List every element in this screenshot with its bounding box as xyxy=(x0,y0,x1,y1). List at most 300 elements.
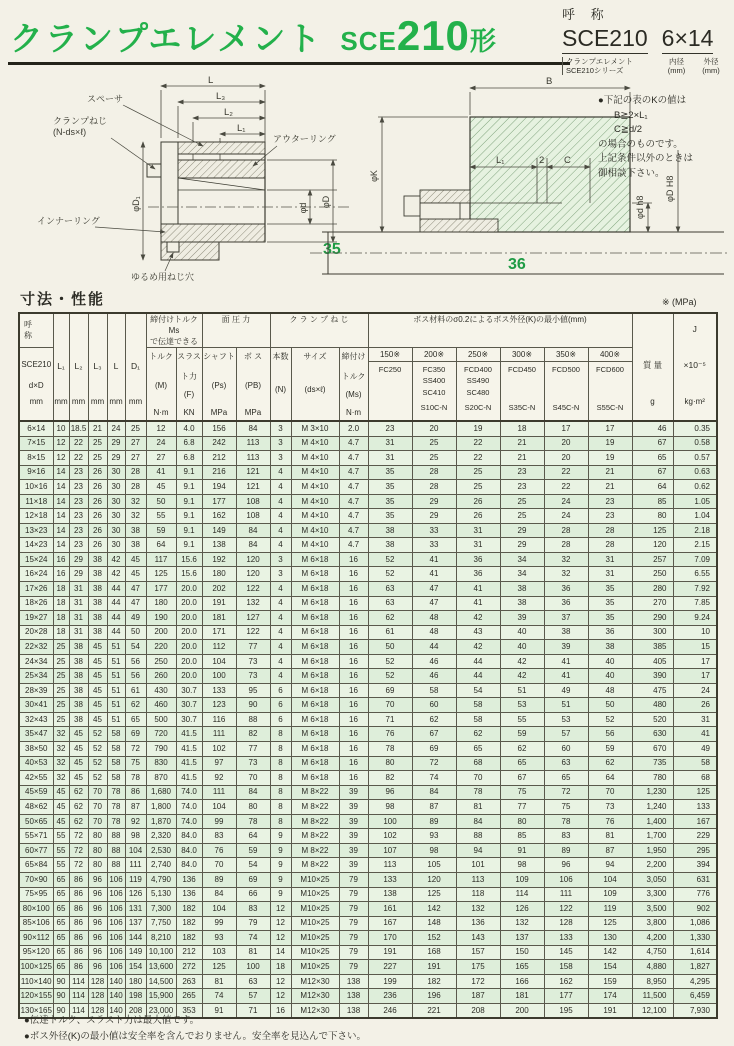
cell: 16 xyxy=(339,756,368,771)
header-thrust: スラス ト力 (F) KN xyxy=(176,348,202,422)
spec-table xyxy=(18,312,718,1019)
cell: 62 xyxy=(500,742,544,757)
cell: 236 xyxy=(368,989,412,1004)
header-screw-count: 本数 (N) xyxy=(270,348,291,422)
cell: 4 xyxy=(270,538,291,553)
cell: 152 xyxy=(412,931,456,946)
cell: 84.0 xyxy=(176,829,202,844)
cell: 149 xyxy=(202,523,236,538)
cell: 430 xyxy=(146,683,176,698)
table-row xyxy=(19,785,717,800)
cell: 6 xyxy=(270,712,291,727)
cell: 62 xyxy=(456,727,500,742)
cell: 32 xyxy=(53,756,69,771)
cell: 4 xyxy=(270,596,291,611)
cell: 106 xyxy=(107,931,125,946)
cell: 39 xyxy=(339,829,368,844)
cell: 9.1 xyxy=(176,523,202,538)
cell: 87 xyxy=(412,800,456,815)
cell: 67 xyxy=(632,465,673,480)
cell: 55 xyxy=(146,509,176,524)
cell: 9 xyxy=(270,872,291,887)
cell: 73 xyxy=(236,756,270,771)
cell: 42 xyxy=(107,552,125,567)
cell: 29 xyxy=(69,552,88,567)
cell: 12 xyxy=(270,931,291,946)
cell: 67 xyxy=(412,727,456,742)
cell: 38 xyxy=(544,625,588,640)
cell: 80 xyxy=(88,843,107,858)
cell: M10×25 xyxy=(291,872,339,887)
header-D1: D₁ mm xyxy=(125,313,146,421)
cell: 14 xyxy=(53,523,69,538)
row-size: 7×15 xyxy=(19,436,53,451)
cell: 32 xyxy=(53,771,69,786)
cell: 75 xyxy=(125,756,146,771)
cell: 97 xyxy=(202,756,236,771)
cell: 70 xyxy=(368,698,412,713)
cell: 30.7 xyxy=(176,698,202,713)
header-pressure-group: 面 圧 力 xyxy=(202,313,270,348)
cell: 23 xyxy=(368,421,412,436)
cell: 46 xyxy=(632,421,673,436)
footnotes xyxy=(24,1013,366,1044)
cell: 70 xyxy=(88,800,107,815)
row-size: 22×32 xyxy=(19,640,53,655)
cell: 20 xyxy=(544,436,588,451)
cell: 56 xyxy=(125,654,146,669)
cell: 25 xyxy=(456,480,500,495)
cell: 82 xyxy=(368,771,412,786)
cell: 145 xyxy=(544,945,588,960)
cell: 902 xyxy=(673,902,717,917)
cell: 36 xyxy=(588,625,632,640)
cell: 23 xyxy=(69,538,88,553)
cell: 13,600 xyxy=(146,960,176,975)
cell: 24 xyxy=(544,494,588,509)
cell: 191 xyxy=(368,945,412,960)
cell: M 4×10 xyxy=(291,523,339,538)
cell: 16 xyxy=(53,552,69,567)
cell: 117 xyxy=(146,552,176,567)
cell: 15.6 xyxy=(176,552,202,567)
cell: 133 xyxy=(368,872,412,887)
cell: 74 xyxy=(202,989,236,1004)
cell: 36 xyxy=(456,552,500,567)
row-size: 38×50 xyxy=(19,742,53,757)
cell: 122 xyxy=(236,582,270,597)
cell: 78 xyxy=(236,814,270,829)
cell: 113 xyxy=(236,436,270,451)
cell: 79 xyxy=(339,916,368,931)
cell: 50 xyxy=(588,698,632,713)
table-row xyxy=(19,465,717,480)
cell: 90 xyxy=(53,1003,69,1018)
cell: 31 xyxy=(69,625,88,640)
cell: 88 xyxy=(107,858,125,873)
table-row xyxy=(19,814,717,829)
cell: 0.35 xyxy=(673,421,717,436)
cell: 144 xyxy=(125,931,146,946)
cell: 25 xyxy=(412,451,456,466)
cell: 35 xyxy=(368,494,412,509)
cell: 36 xyxy=(456,567,500,582)
cell: 195 xyxy=(544,1003,588,1018)
cell: 194 xyxy=(202,480,236,495)
cell: 4.7 xyxy=(339,509,368,524)
cell: 631 xyxy=(673,872,717,887)
cell: 44 xyxy=(107,611,125,626)
row-size: 30×41 xyxy=(19,698,53,713)
cell: 154 xyxy=(588,960,632,975)
cell: 72 xyxy=(69,843,88,858)
title-model-number: 210 xyxy=(396,12,470,59)
cell: 65 xyxy=(53,960,69,975)
cell: 21 xyxy=(588,480,632,495)
cell: 86 xyxy=(125,785,146,800)
cell: 9 xyxy=(270,887,291,902)
row-size: 40×53 xyxy=(19,756,53,771)
cell: 78 xyxy=(107,785,125,800)
header-screw-size: サイズ (ds×ℓ) xyxy=(291,348,339,422)
cell: 51 xyxy=(107,669,125,684)
row-size: 10×16 xyxy=(19,480,53,495)
cell: 112 xyxy=(202,640,236,655)
cell: 77 xyxy=(500,800,544,815)
cell: 114 xyxy=(500,887,544,902)
cell: 88 xyxy=(456,829,500,844)
cell: 65 xyxy=(544,771,588,786)
row-size: 35×47 xyxy=(19,727,53,742)
row-size: 18×26 xyxy=(19,596,53,611)
cell: 14 xyxy=(53,509,69,524)
table-row xyxy=(19,640,717,655)
cell: M10×25 xyxy=(291,945,339,960)
dim-L: L xyxy=(208,75,214,86)
cell: 35 xyxy=(368,465,412,480)
table-row xyxy=(19,742,717,757)
cell: 120 xyxy=(412,872,456,887)
cell: 246 xyxy=(368,1003,412,1018)
cell: 65 xyxy=(53,872,69,887)
cell: 84 xyxy=(236,538,270,553)
cell: 670 xyxy=(632,742,673,757)
cell: 11,500 xyxy=(632,989,673,1004)
cell: 70 xyxy=(202,858,236,873)
cell: 132 xyxy=(500,916,544,931)
cell: 27 xyxy=(125,436,146,451)
cell: 80 xyxy=(632,509,673,524)
cell: 191 xyxy=(412,960,456,975)
row-size: 15×24 xyxy=(19,552,53,567)
cell: 187 xyxy=(456,989,500,1004)
cell: 132 xyxy=(236,596,270,611)
cell: 119 xyxy=(125,872,146,887)
cell: 45 xyxy=(88,698,107,713)
cell: 263 xyxy=(176,974,202,989)
table-row xyxy=(19,611,717,626)
cell: 84 xyxy=(412,785,456,800)
cell: 45 xyxy=(53,800,69,815)
cell: 59 xyxy=(588,742,632,757)
row-size: 12×18 xyxy=(19,509,53,524)
cell: 162 xyxy=(544,974,588,989)
note-line: の場合のものです。 xyxy=(598,138,683,150)
header-designation: 呼 称 SCE210 d×D mm xyxy=(19,313,53,421)
cell: 44 xyxy=(107,625,125,640)
cell: 26 xyxy=(88,538,107,553)
header-k300: 300※ FCD450 S35C-N xyxy=(500,348,544,422)
cell: 44 xyxy=(412,640,456,655)
cell: 61 xyxy=(368,625,412,640)
cell: 12,100 xyxy=(632,1003,673,1018)
cell: 39 xyxy=(544,640,588,655)
cell: 181 xyxy=(500,989,544,1004)
cell: 55 xyxy=(53,843,69,858)
cell: 8 xyxy=(270,785,291,800)
cell: M10×25 xyxy=(291,916,339,931)
dim-d-dia: φd xyxy=(298,202,308,214)
cell: 36 xyxy=(544,582,588,597)
cell: 40 xyxy=(588,654,632,669)
cell: 26 xyxy=(456,509,500,524)
cell: 96 xyxy=(88,945,107,960)
cell: 394 xyxy=(673,858,717,873)
cell: 15,900 xyxy=(146,989,176,1004)
cell: 86 xyxy=(69,960,88,975)
cell: 25 xyxy=(125,421,146,436)
table-row xyxy=(19,843,717,858)
cell: 25 xyxy=(53,698,69,713)
cell: 98 xyxy=(125,829,146,844)
cell: 109 xyxy=(500,872,544,887)
cell: 88 xyxy=(107,829,125,844)
cell: 78 xyxy=(368,742,412,757)
cell: 38 xyxy=(88,582,107,597)
cell: 106 xyxy=(107,872,125,887)
cell: 30 xyxy=(107,509,125,524)
cell: 19 xyxy=(588,451,632,466)
header-L1: L₁ mm xyxy=(53,313,69,421)
cell: 89 xyxy=(544,843,588,858)
cell: 630 xyxy=(632,727,673,742)
cell: 4,880 xyxy=(632,960,673,975)
cell: 142 xyxy=(588,945,632,960)
cell: 106 xyxy=(107,887,125,902)
cell: 78 xyxy=(107,814,125,829)
cell: 460 xyxy=(146,698,176,713)
cell: 128 xyxy=(544,916,588,931)
header-mass: 質 量 g xyxy=(632,313,673,421)
cell: 123 xyxy=(202,698,236,713)
cell: 38 xyxy=(88,567,107,582)
cell: 37 xyxy=(544,611,588,626)
row-size: 13×23 xyxy=(19,523,53,538)
cell: 38 xyxy=(88,625,107,640)
cell: 40 xyxy=(500,625,544,640)
cell: 1,330 xyxy=(673,931,717,946)
cell: 69 xyxy=(125,727,146,742)
cell: 25 xyxy=(53,654,69,669)
cell: 52 xyxy=(88,727,107,742)
cell: 9 xyxy=(270,843,291,858)
cell: 116 xyxy=(202,712,236,727)
cell: 84.0 xyxy=(176,843,202,858)
table-row xyxy=(19,552,717,567)
cell: 26 xyxy=(88,494,107,509)
cell: 174 xyxy=(588,989,632,1004)
table-row xyxy=(19,974,717,989)
row-size: 24×34 xyxy=(19,654,53,669)
row-size: 25×34 xyxy=(19,669,53,684)
cell: 4 xyxy=(270,480,291,495)
cell: 39 xyxy=(339,814,368,829)
cell: 108 xyxy=(236,509,270,524)
table-row xyxy=(19,771,717,786)
cell: 38 xyxy=(368,523,412,538)
cell: 62 xyxy=(412,712,456,727)
cell: 72 xyxy=(412,756,456,771)
cell: 138 xyxy=(202,538,236,553)
cell: 10 xyxy=(53,421,69,436)
cell: 107 xyxy=(368,843,412,858)
cell: 16 xyxy=(339,727,368,742)
cell: 41 xyxy=(412,567,456,582)
cell: 70 xyxy=(88,814,107,829)
row-size: 95×120 xyxy=(19,945,53,960)
cell: 53 xyxy=(500,698,544,713)
cell: 65 xyxy=(456,742,500,757)
cell: 199 xyxy=(368,974,412,989)
footnote: ●ボス外径(K)の最小値は安全率を含んでおりません。安全率を見込んで下さい。 xyxy=(24,1030,366,1042)
table-row xyxy=(19,945,717,960)
cell: 30 xyxy=(107,538,125,553)
cell: 30.7 xyxy=(176,683,202,698)
cell: 142 xyxy=(412,902,456,917)
cell: 31 xyxy=(368,451,412,466)
cell: 95 xyxy=(236,683,270,698)
table-row xyxy=(19,916,717,931)
cell: 127 xyxy=(236,611,270,626)
cell: 182 xyxy=(412,974,456,989)
cell: 64 xyxy=(588,771,632,786)
cell: 96 xyxy=(88,931,107,946)
cell: 133 xyxy=(673,800,717,815)
cell: 19 xyxy=(456,421,500,436)
cell: 242 xyxy=(202,436,236,451)
cell: 45 xyxy=(125,567,146,582)
cell: 23 xyxy=(588,494,632,509)
cell: 35 xyxy=(588,611,632,626)
cell: 72 xyxy=(125,742,146,757)
cell: 18 xyxy=(53,582,69,597)
cell: 138 xyxy=(339,974,368,989)
cell: 25 xyxy=(500,494,544,509)
cell: 29 xyxy=(500,538,544,553)
cell: 79 xyxy=(339,887,368,902)
cell: 32 xyxy=(544,567,588,582)
cell: 25 xyxy=(53,712,69,727)
cell: 18 xyxy=(500,421,544,436)
table-row xyxy=(19,902,717,917)
table-row xyxy=(19,436,717,451)
dim-L3: L₃ xyxy=(216,91,226,102)
cell: 49 xyxy=(544,683,588,698)
header-boss-pressure: ボ ス (PB) MPa xyxy=(236,348,270,422)
header-k-group: ボス材料のσ0.2によるボス外径(K)の最小値(mm) xyxy=(368,313,632,348)
cell: 33 xyxy=(412,523,456,538)
cell: 77 xyxy=(236,640,270,655)
cell: 12 xyxy=(53,436,69,451)
cell: 29 xyxy=(412,509,456,524)
cell: 122 xyxy=(544,902,588,917)
cell: 69 xyxy=(368,683,412,698)
cell: 143 xyxy=(456,931,500,946)
cell: 2,200 xyxy=(632,858,673,873)
cell: 96 xyxy=(88,872,107,887)
cell: 38 xyxy=(368,538,412,553)
clamp-screw-label2: (N-ds×ℓ) xyxy=(53,127,87,137)
table-row xyxy=(19,872,717,887)
cell: 132 xyxy=(456,902,500,917)
cell: 44 xyxy=(107,596,125,611)
cell: 78 xyxy=(456,785,500,800)
cell: 7,930 xyxy=(673,1003,717,1018)
cell: 24 xyxy=(107,421,125,436)
cell: 105 xyxy=(412,858,456,873)
cell: 30 xyxy=(107,465,125,480)
cell: 41 xyxy=(673,727,717,742)
row-size: 110×140 xyxy=(19,974,53,989)
cell: 9 xyxy=(270,858,291,873)
cell: 45 xyxy=(88,712,107,727)
table-row xyxy=(19,683,717,698)
cell: 8,950 xyxy=(632,974,673,989)
cell: 54 xyxy=(125,640,146,655)
cell: 8 xyxy=(270,800,291,815)
cell: 14,500 xyxy=(146,974,176,989)
cell: 104 xyxy=(202,902,236,917)
cell: 106 xyxy=(107,945,125,960)
cell: 42 xyxy=(500,669,544,684)
cell: 3 xyxy=(270,451,291,466)
cell: 18 xyxy=(53,611,69,626)
cell: 57 xyxy=(544,727,588,742)
table-row xyxy=(19,989,717,1004)
cell: 148 xyxy=(412,916,456,931)
cell: 9.1 xyxy=(176,480,202,495)
cell: 23 xyxy=(69,509,88,524)
cell: 41.5 xyxy=(176,727,202,742)
cell: 58 xyxy=(107,771,125,786)
row-size: 32×43 xyxy=(19,712,53,727)
header-L3: L₃ mm xyxy=(88,313,107,421)
cell: 65 xyxy=(53,887,69,902)
cell: 4.7 xyxy=(339,523,368,538)
cell: 60 xyxy=(544,742,588,757)
cell: 9.1 xyxy=(176,465,202,480)
cell: M12×30 xyxy=(291,1003,339,1018)
cell: 111 xyxy=(202,727,236,742)
cell: 7.09 xyxy=(673,552,717,567)
cell: 54 xyxy=(236,858,270,873)
table-row xyxy=(19,567,717,582)
cell: 38 xyxy=(500,596,544,611)
cell: 140 xyxy=(107,989,125,1004)
cell: 208 xyxy=(125,1003,146,1018)
cell: 1.05 xyxy=(673,494,717,509)
cell: 18 xyxy=(270,960,291,975)
